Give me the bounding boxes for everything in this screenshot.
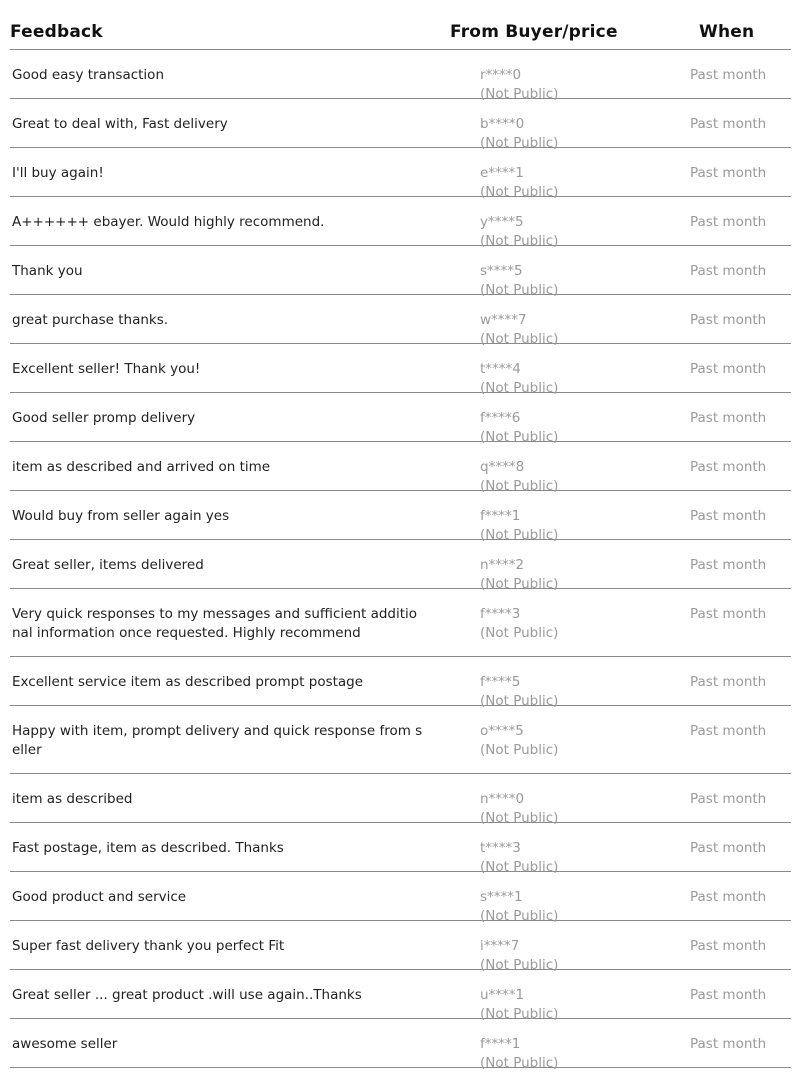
buyer-cell xyxy=(480,605,558,643)
column-header-feedback: Feedback xyxy=(10,22,103,42)
feedback-text: Good seller promp delivery xyxy=(12,410,196,426)
buyer-id: o****5 xyxy=(480,723,524,739)
feedback-date: Past month xyxy=(690,938,767,954)
buyer-id: t****3 xyxy=(480,840,521,856)
column-header-buyer: From Buyer/price xyxy=(450,22,618,42)
feedback-text: Thank you xyxy=(12,263,83,279)
buyer-visibility: (Not Public) xyxy=(480,957,559,973)
buyer-visibility: (Not Public) xyxy=(480,86,559,102)
table-row xyxy=(10,197,791,249)
table-row xyxy=(10,344,791,396)
feedback-text: A++++++ ebayer. Would highly recommend. xyxy=(12,214,325,230)
feedback-date: Past month xyxy=(690,1036,767,1052)
buyer-id: f****1 xyxy=(480,508,521,524)
buyer-visibility: (Not Public) xyxy=(480,1055,559,1071)
feedback-text: Excellent seller! Thank you! xyxy=(12,361,201,377)
buyer-visibility: (Not Public) xyxy=(480,742,559,758)
feedback-text: item as described and arrived on time xyxy=(12,459,271,475)
buyer-visibility: (Not Public) xyxy=(480,908,559,924)
table-row xyxy=(10,99,791,151)
feedback-date: Past month xyxy=(690,312,767,328)
feedback-text: Excellent service item as described prompt postage xyxy=(12,674,364,690)
feedback-date: Past month xyxy=(690,410,767,426)
table-row xyxy=(10,921,791,973)
table-row xyxy=(10,657,791,709)
feedback-text: Good product and service xyxy=(12,889,187,905)
buyer-id: n****2 xyxy=(480,557,525,573)
buyer-id: y****5 xyxy=(480,214,524,230)
buyer-id: q****8 xyxy=(480,459,525,475)
buyer-id: f****3 xyxy=(480,606,521,622)
feedback-text: Fast postage, item as described. Thanks xyxy=(12,840,284,856)
feedback-text: awesome seller xyxy=(12,1036,118,1052)
column-header-when: When xyxy=(699,22,755,42)
feedback-date: Past month xyxy=(690,840,767,856)
feedback-date: Past month xyxy=(690,791,767,807)
buyer-cell xyxy=(480,722,558,760)
buyer-visibility: (Not Public) xyxy=(480,576,559,592)
feedback-date: Past month xyxy=(690,361,767,377)
feedback-date: Past month xyxy=(690,889,767,905)
buyer-id: e****1 xyxy=(480,165,524,181)
feedback-text: item as described xyxy=(12,791,133,807)
table-row xyxy=(10,774,791,826)
feedback-text: Very quick responses to my messages and sufficient additional information once requested. Highly recommend xyxy=(12,606,418,641)
buyer-visibility: (Not Public) xyxy=(480,527,559,543)
feedback-text: Happy with item, prompt delivery and quick response from seller xyxy=(12,723,423,758)
feedback-date: Past month xyxy=(690,987,767,1003)
buyer-visibility: (Not Public) xyxy=(480,625,559,641)
table-row xyxy=(10,295,791,347)
buyer-visibility: (Not Public) xyxy=(480,859,559,875)
feedback-date: Past month xyxy=(690,674,767,690)
table-row xyxy=(10,1019,791,1071)
feedback-text: Great to deal with, Fast delivery xyxy=(12,116,228,132)
feedback-text: Great seller, items delivered xyxy=(12,557,204,573)
buyer-id: t****4 xyxy=(480,361,521,377)
buyer-id: f****6 xyxy=(480,410,521,426)
feedback-date: Past month xyxy=(690,165,767,181)
feedback-date: Past month xyxy=(690,67,767,83)
table-row xyxy=(10,872,791,924)
feedback-text: Great seller ... great product .will use again..Thanks xyxy=(12,987,362,1003)
buyer-id: f****5 xyxy=(480,674,521,690)
buyer-id: n****0 xyxy=(480,791,525,807)
feedback-text: I'll buy again! xyxy=(12,165,104,181)
buyer-visibility: (Not Public) xyxy=(480,282,559,298)
table-row xyxy=(10,823,791,875)
feedback-date: Past month xyxy=(690,116,767,132)
feedback-date: Past month xyxy=(690,606,767,622)
buyer-visibility: (Not Public) xyxy=(480,233,559,249)
buyer-visibility: (Not Public) xyxy=(480,1006,559,1022)
feedback-date: Past month xyxy=(690,508,767,524)
buyer-visibility: (Not Public) xyxy=(480,184,559,200)
feedback-date: Past month xyxy=(690,557,767,573)
buyer-visibility: (Not Public) xyxy=(480,331,559,347)
buyer-id: s****1 xyxy=(480,889,523,905)
table-row xyxy=(10,491,791,543)
feedback-text: Good easy transaction xyxy=(12,67,164,83)
buyer-visibility: (Not Public) xyxy=(480,478,559,494)
feedback-text: great purchase thanks. xyxy=(12,312,169,328)
feedback-text: Super fast delivery thank you perfect Fit xyxy=(12,938,285,954)
buyer-cell xyxy=(480,1035,558,1073)
table-row xyxy=(10,393,791,445)
buyer-visibility: (Not Public) xyxy=(480,810,559,826)
feedback-table xyxy=(10,0,791,1071)
table-row xyxy=(10,540,791,592)
feedback-text: Would buy from seller again yes xyxy=(12,508,230,524)
buyer-visibility: (Not Public) xyxy=(480,135,559,151)
buyer-id: w****7 xyxy=(480,312,527,328)
table-row xyxy=(10,589,791,657)
table-row xyxy=(10,50,791,102)
table-row xyxy=(10,246,791,298)
buyer-id: u****1 xyxy=(480,987,525,1003)
buyer-visibility: (Not Public) xyxy=(480,693,559,709)
feedback-date: Past month xyxy=(690,263,767,279)
buyer-id: f****1 xyxy=(480,1036,521,1052)
buyer-visibility: (Not Public) xyxy=(480,380,559,396)
table-row xyxy=(10,706,791,774)
table-header xyxy=(10,0,791,50)
table-row xyxy=(10,442,791,494)
table-row xyxy=(10,148,791,200)
buyer-id: b****0 xyxy=(480,116,525,132)
buyer-id: s****5 xyxy=(480,263,523,279)
feedback-date: Past month xyxy=(690,723,767,739)
feedback-date: Past month xyxy=(690,459,767,475)
buyer-id: i****7 xyxy=(480,938,520,954)
buyer-id: r****0 xyxy=(480,67,522,83)
buyer-visibility: (Not Public) xyxy=(480,429,559,445)
table-row xyxy=(10,970,791,1022)
feedback-date: Past month xyxy=(690,214,767,230)
